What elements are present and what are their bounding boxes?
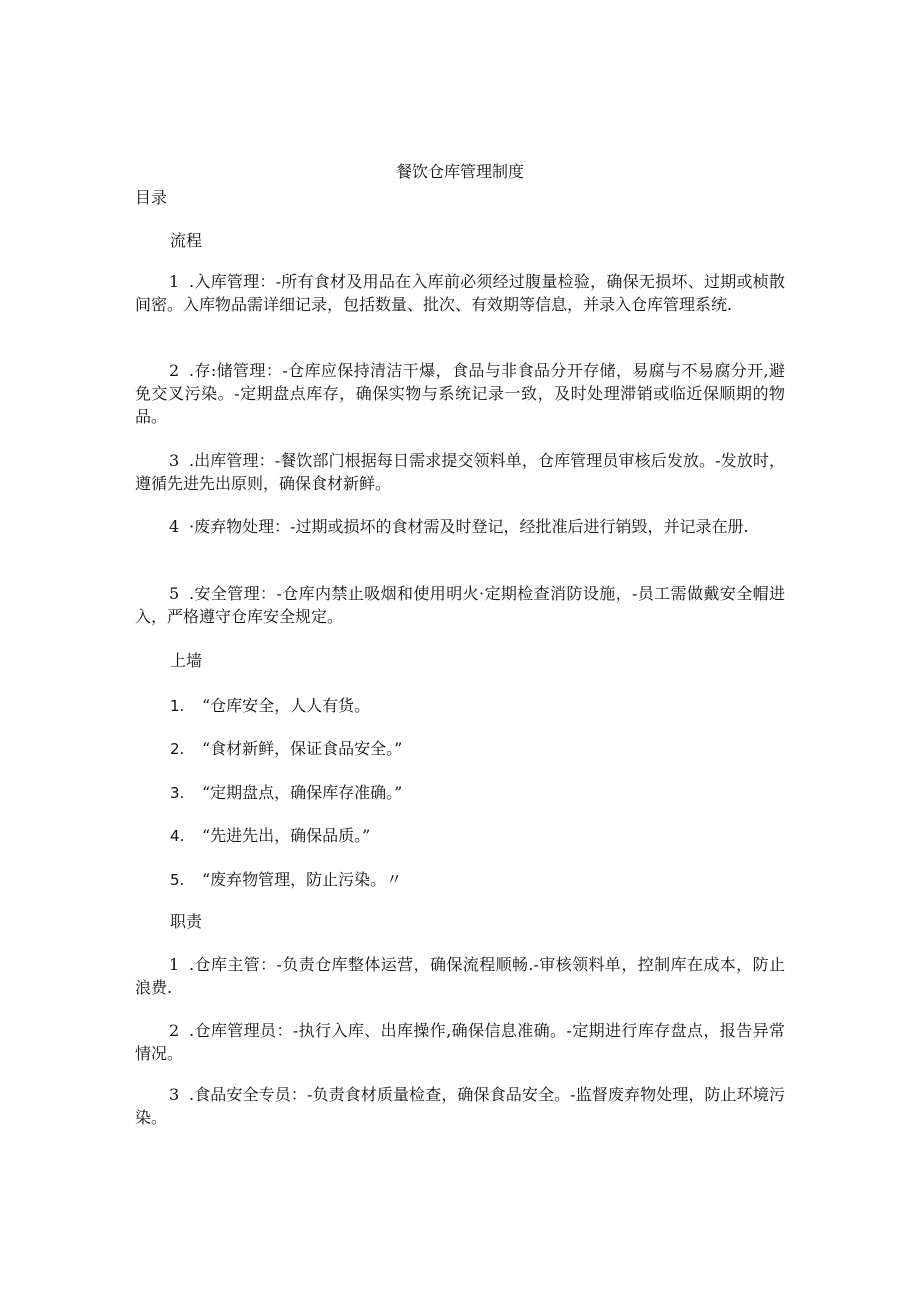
process-item-text: ·废弃物处理：-过期或损坏的食材需及时登记，经批准后进行销毁，并记录在册. [189, 517, 749, 536]
duty-item [135, 1019, 785, 1065]
slogan-item [170, 737, 402, 761]
duty-item [135, 1083, 785, 1129]
process-item-number: 3 [169, 451, 180, 470]
process-item-number: 1 [169, 272, 180, 291]
slogan-item [170, 824, 370, 848]
duty-item-text: .仓库管理员：-执行入库、出库操作,确保信息准确。-定期进行库存盘点，报告异常情况。 [135, 1021, 785, 1063]
duty-item-text: .仓库主管：-负责仓库整体运营，确保流程顺畅.-审核领料单，控制库在成本，防止浪费. [135, 955, 785, 997]
slogan-item [170, 694, 370, 718]
process-item [135, 359, 785, 428]
duty-item-number: 3 [169, 1085, 180, 1104]
toc-label: 目录 [135, 188, 168, 207]
section-heading-process: 流程 [170, 231, 203, 250]
slogan-text: “废弃物管理，防止污染。〃 [202, 870, 403, 889]
process-item [135, 582, 785, 628]
duty-item-number: 1 [169, 955, 180, 974]
slogan-text: “食材新鲜，保证食品安全。” [202, 739, 403, 758]
slogan-text: “先进先出，确保品质。” [202, 826, 371, 845]
section-heading-duties: 职责 [170, 912, 203, 931]
slogan-number: 1. [170, 697, 185, 715]
process-item [135, 449, 785, 495]
slogan-number: 4. [170, 827, 185, 845]
process-item-text: .入库管理：-所有食材及用品在入库前必须经过腹量检验，确保无损坏、过期或桢散间密。入库物品需详细记录，包括数量、批次、有效期等信息，并录入仓库管理系统. [135, 272, 785, 314]
slogan-text: “仓库安全，人人有货。 [202, 696, 371, 715]
duty-item [135, 953, 785, 999]
section-heading-wall: 上墙 [170, 651, 203, 670]
process-item-number: 5 [169, 584, 180, 603]
slogan-number: 2. [170, 740, 185, 758]
duty-item-text: .食品安全专员：-负责食材质量检查，确保食品安全。-监督废弃物处理，防止环境污染。 [135, 1085, 785, 1127]
slogan-item [170, 868, 402, 892]
slogan-item [170, 781, 402, 805]
slogan-number: 3. [170, 784, 185, 802]
process-item-text: .安全管理：-仓库内禁止吸烟和使用明火·定期检查消防设施，-员工需做戴安全帽进入，严格遵守仓库安全规定。 [135, 584, 785, 626]
process-item-number: 4 [169, 517, 180, 536]
slogan-number: 5. [170, 871, 185, 889]
process-item-text: .出库管理：-餐饮部门根据每日需求提交领料单，仓库管理员审核后发放。-发放时，遵循先进先出原则，确保食材新鲜。 [135, 451, 785, 493]
process-item-number: 2 [169, 361, 180, 380]
document-title: 餐饮仓库管理制度 [395, 162, 524, 181]
slogan-text: “定期盘点，确保库存准确。” [202, 783, 403, 802]
duty-item-number: 2 [169, 1021, 180, 1040]
process-item [135, 270, 785, 316]
process-item [135, 515, 785, 538]
process-item-text: .存:储管理：-仓库应保持清洁干爆，食品与非食品分开存储，易腐与不易腐分开,避免交叉污染。-定期盘点库存，确保实物与系统记录一致，及时处理滞销或临近保顺期的物品。 [135, 361, 785, 426]
